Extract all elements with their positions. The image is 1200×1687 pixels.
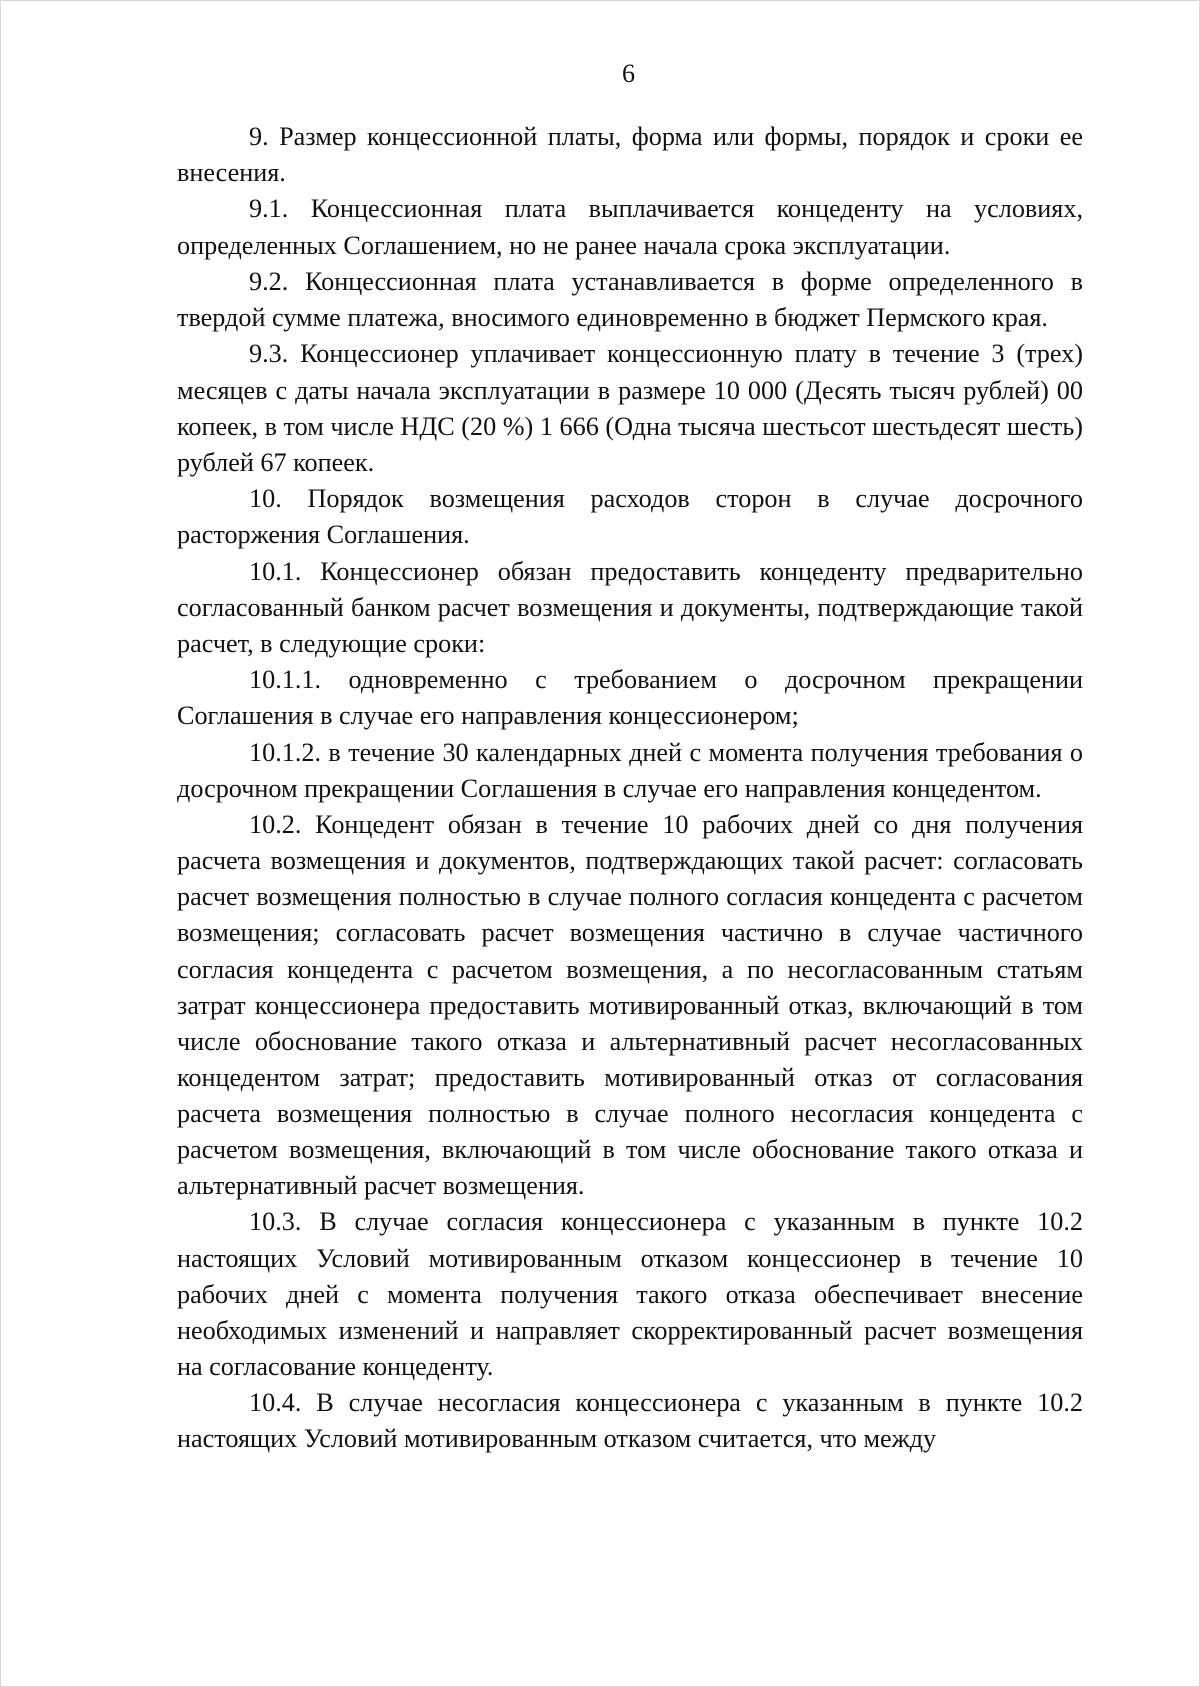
document-body (177, 119, 1083, 1457)
paragraph-10-3: 10.3. В случае согласия концессионера с указанным в пункте 10.2 настоящих Условий мотивированным отказом концессионер в течение 10 рабочих дней с момента получения такого отказа обеспечивает внесение необходимых изменений и направляет скорректированный расчет возмещения на согласование концеденту. (177, 1207, 1083, 1381)
paragraph-9-3: 9.3. Концессионер уплачивает концессионную плату в течение 3 (трех) месяцев с даты начала эксплуатации в размере 10 000 (Десять тысяч рублей) 00 копеек, в том числе НДС (20 %) 1 666 (Одна тысяча шестьсот шестьдесят шесть) рублей 67 копеек. (177, 339, 1083, 477)
paragraph-10-1-1: 10.1.1. одновременно с требованием о досрочном прекращении Соглашения в случае его направления концессионером; (177, 665, 1083, 731)
paragraph-10-4: 10.4. В случае несогласия концессионера с указанным в пункте 10.2 настоящих Условий мотивированным отказом считается, что между (177, 1388, 1083, 1454)
paragraph-9-2: 9.2. Концессионная плата устанавливается в форме определенного в твердой сумме платежа, вносимого единовременно в бюджет Пермского края. (177, 266, 1083, 333)
paragraph-10-1-2: 10.1.2. в течение 30 календарных дней с момента получения требования о досрочном прекращении Соглашения в случае его направления концедентом. (177, 737, 1083, 803)
paragraph-10-2: 10.2. Концедент обязан в течение 10 рабочих дней со дня получения расчета возмещения и документов, подтверждающих такой расчет: согласовать расчет возмещения полностью в случае полного согласия концедента с расчетом возмещения; согласовать расчет возмещения частично в случае частичного согласия концедента с расчетом возмещения, а по несогласованным статьям затрат концессионера предоставить мотивированный отказ, включающий в том числе обоснование такого отказа и альтернативный расчет несогласованных концедентом затрат; предоставить мотивированный отказ от согласования расчета возмещения полностью в случае полного несогласия концедента с расчетом возмещения, включающий в том числе обоснование такого отказа и альтернативный расчет возмещения. (177, 810, 1083, 1201)
paragraph-10-1: 10.1. Концессионер обязан предоставить концеденту предварительно согласованный банком расчет возмещения и документы, подтверждающие такой расчет, в следующие сроки: (177, 556, 1083, 658)
paragraph-10: 10. Порядок возмещения расходов сторон в случае досрочного расторжения Соглашения. (177, 484, 1083, 550)
paragraph-9-1: 9.1. Концессионная плата выплачивается концеденту на условиях, определенных Соглашением, но не ранее начала срока эксплуатации. (177, 194, 1083, 260)
paragraph-9: 9. Размер концессионной платы, форма или формы, порядок и сроки ее внесения. (177, 122, 1083, 188)
page-number: 6 (622, 59, 635, 88)
